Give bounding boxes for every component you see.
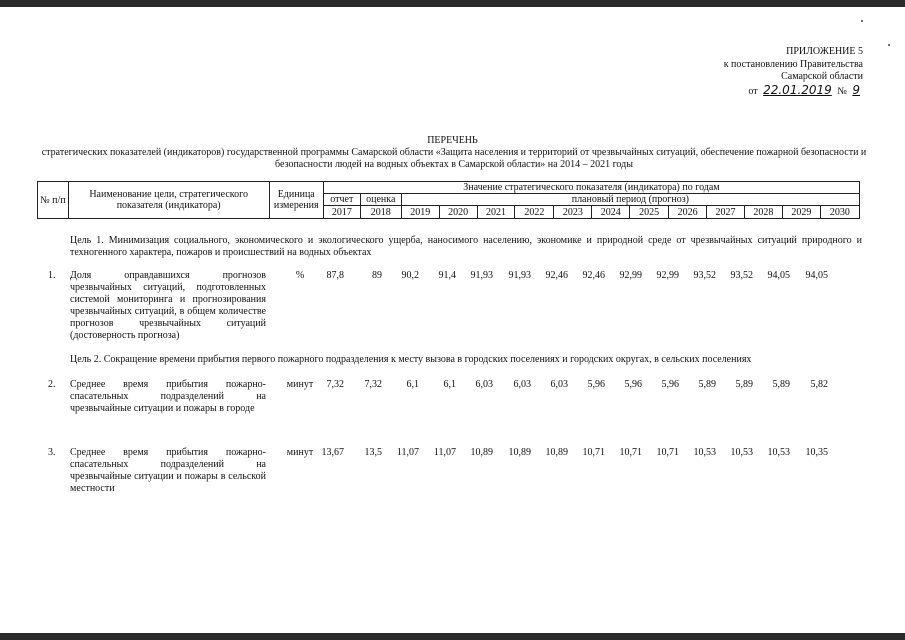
handwritten-date: 22.01.2019 — [763, 82, 832, 97]
scan-edge-bottom — [0, 633, 905, 640]
indicator-value: 91,93 — [508, 270, 531, 281]
indicator-value: 10,71 — [619, 447, 642, 458]
indicator-number: 3. — [48, 447, 56, 458]
indicator-unit: минут — [286, 379, 314, 390]
indicator-value: 93,52 — [693, 270, 716, 281]
header-report: отчет — [323, 194, 360, 206]
indicator-value: 93,52 — [730, 270, 753, 281]
header-values: Значение стратегического показателя (индикатора) по годам — [323, 182, 859, 194]
indicator-value: 91,93 — [470, 270, 493, 281]
indicator-value: 89 — [372, 270, 382, 281]
appendix-region: Самарской области — [781, 71, 863, 82]
indicator-value: 10,89 — [508, 447, 531, 458]
appendix-block — [643, 46, 863, 98]
indicator-value: 92,99 — [619, 270, 642, 281]
indicator-value: 10,53 — [693, 447, 716, 458]
goal-1-text: Цель 1. Минимизация социального, экономического и экологического ущерба, наносимого населению, экономике и природной среде от чрезвычайных ситуаций природного и техногенного характера, пожаров и происшествий на водных объектах — [70, 235, 862, 258]
appendix-date-line — [643, 84, 863, 99]
header-year: 2023 — [554, 206, 592, 219]
header-year: 2026 — [669, 206, 707, 219]
header-estimate: оценка — [360, 194, 401, 206]
indicator-value: 11,07 — [396, 447, 419, 458]
indicators-table-header — [37, 181, 860, 219]
indicator-value: 5,89 — [772, 379, 790, 390]
indicator-value: 10,35 — [805, 447, 828, 458]
indicator-number: 1. — [48, 270, 56, 281]
header-year: 2028 — [744, 206, 782, 219]
indicator-value: 6,03 — [513, 379, 531, 390]
indicator-value: 10,71 — [656, 447, 679, 458]
indicator-value: 94,05 — [805, 270, 828, 281]
header-num: № п/п — [38, 182, 69, 219]
appendix-title: ПРИЛОЖЕНИЕ 5 — [786, 46, 863, 57]
indicator-value: 6,03 — [475, 379, 493, 390]
indicator-value: 10,53 — [767, 447, 790, 458]
indicator-value: 6,1 — [406, 379, 419, 390]
header-year: 2029 — [782, 206, 820, 219]
number-prefix: № — [837, 85, 847, 97]
indicator-value: 10,89 — [545, 447, 568, 458]
indicator-unit: % — [295, 270, 305, 281]
scan-speck — [888, 44, 890, 46]
indicator-name: Доля оправдавшихся прогнозов чрезвычайных ситуаций, подготовленных системой мониторинга и прогнозирования чрезвычайных ситуаций, в общем количестве прогнозов чрезвычайных ситуаций (достоверность прогноза) — [70, 270, 266, 341]
document-title: ПЕРЕЧЕНЬ — [427, 135, 478, 146]
scan-edge-top — [0, 0, 905, 7]
indicator-value: 6,1 — [443, 379, 456, 390]
header-year: 2024 — [592, 206, 630, 219]
indicator-name: Среднее время прибытия пожарно-спасательных подразделений на чрезвычайные ситуации и пожары в сельской местности — [70, 447, 266, 494]
indicator-value: 7,32 — [364, 379, 382, 390]
indicator-value: 11,07 — [433, 447, 456, 458]
appendix-resolution: к постановлению Правительства — [723, 58, 863, 70]
handwritten-number: 9 — [852, 82, 860, 97]
indicator-value: 90,2 — [401, 270, 419, 281]
indicator-value: 7,32 — [326, 379, 344, 390]
indicator-number: 2. — [48, 379, 56, 390]
indicator-value: 6,03 — [550, 379, 568, 390]
header-plan: плановый период (прогноз) — [401, 194, 859, 206]
indicator-value: 10,53 — [730, 447, 753, 458]
indicator-value: 94,05 — [767, 270, 790, 281]
indicator-value: 5,96 — [624, 379, 642, 390]
indicator-value: 5,89 — [735, 379, 753, 390]
goal-2-text: Цель 2. Сокращение времени прибытия первого пожарного подразделения к месту вызова в городских поселениях и городских округах, в сельских поселениях — [70, 354, 752, 365]
scan-speck — [861, 20, 863, 22]
indicator-name: Среднее время прибытия пожарно-спасательных подразделений на чрезвычайные ситуации и пожары в городе — [70, 379, 266, 414]
indicator-value: 10,71 — [582, 447, 605, 458]
header-year: 2021 — [477, 206, 515, 219]
indicator-value: 5,96 — [587, 379, 605, 390]
indicator-value: 92,99 — [656, 270, 679, 281]
date-prefix: от — [748, 85, 758, 97]
header-year: 2017 — [323, 206, 360, 219]
indicator-value: 13,5 — [364, 447, 382, 458]
header-year: 2019 — [401, 206, 439, 219]
header-name: Наименование цели, стратегического показателя (индикатора) — [68, 182, 269, 219]
indicator-value: 13,67 — [321, 447, 344, 458]
document-subtitle: стратегических показателей (индикаторов) государственной программы Самарской области «Защита населения и территорий от чрезвычайных ситуаций, обеспечение пожарной безопасности и безопасности людей на водных объектах в Самарской области» на 2014 – 2021 годы — [41, 147, 867, 170]
indicator-value: 5,96 — [661, 379, 679, 390]
header-year: 2025 — [630, 206, 669, 219]
header-year: 2027 — [707, 206, 745, 219]
indicator-unit: минут — [286, 447, 314, 458]
indicator-value: 92,46 — [582, 270, 605, 281]
indicator-value: 5,82 — [810, 379, 828, 390]
indicator-value: 92,46 — [545, 270, 568, 281]
header-year: 2022 — [515, 206, 554, 219]
header-year: 2030 — [820, 206, 859, 219]
header-year: 2020 — [439, 206, 477, 219]
header-year: 2018 — [360, 206, 401, 219]
header-unit: Единица измерения — [269, 182, 323, 219]
indicator-value: 91,4 — [438, 270, 456, 281]
indicator-value: 5,89 — [698, 379, 716, 390]
indicator-value: 87,8 — [326, 270, 344, 281]
indicator-value: 10,89 — [470, 447, 493, 458]
